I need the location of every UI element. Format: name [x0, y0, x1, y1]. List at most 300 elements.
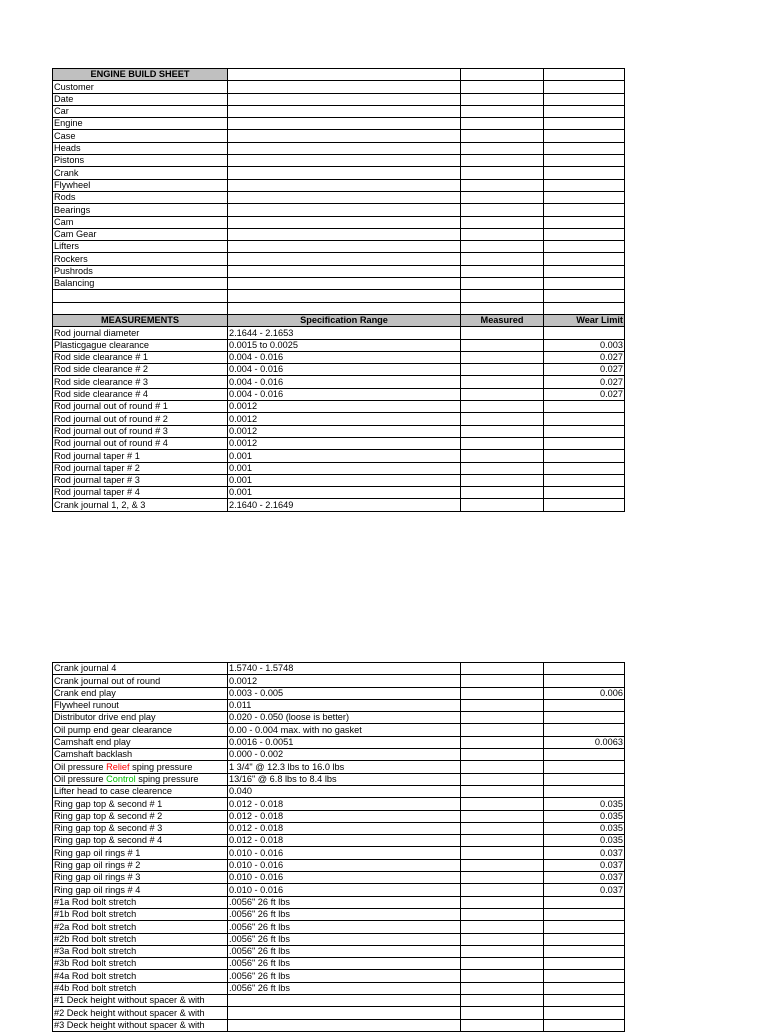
measured-cell[interactable] [461, 364, 544, 376]
measured-cell[interactable] [461, 1007, 544, 1019]
wear-limit-cell [544, 724, 625, 736]
wear-limit-cell [544, 487, 625, 499]
measurement-label: Rod journal taper # 1 [53, 450, 228, 462]
blank-cell[interactable] [228, 290, 461, 302]
build-field-label: Car [53, 105, 228, 117]
wear-limit-cell [544, 437, 625, 449]
blank-cell[interactable] [544, 302, 625, 314]
wear-limit-cell [544, 699, 625, 711]
spec-range-cell: 0.0012 [228, 675, 461, 687]
measurement-row [53, 908, 625, 920]
blank-cell[interactable] [461, 191, 544, 203]
measured-cell[interactable] [461, 847, 544, 859]
spec-range-cell: 0.001 [228, 487, 461, 499]
measured-cell[interactable] [461, 376, 544, 388]
measurement-row [53, 847, 625, 859]
spec-range-cell [228, 995, 461, 1007]
build-field-value[interactable] [228, 105, 461, 117]
blank-cell[interactable] [461, 118, 544, 130]
measurement-label: Oil pump end gear clearance [53, 724, 228, 736]
blank-cell[interactable] [544, 167, 625, 179]
build-field-label: Bearings [53, 204, 228, 216]
measurement-label: #3 Deck height without spacer & with [53, 1019, 228, 1031]
build-field-row [53, 265, 625, 277]
wear-limit-cell [544, 401, 625, 413]
measured-cell[interactable] [461, 798, 544, 810]
build-field-row [53, 167, 625, 179]
measurement-label: Rod journal out of round # 2 [53, 413, 228, 425]
spec-range-cell: 13/16" @ 6.8 lbs to 8.4 lbs [228, 773, 461, 785]
measurement-label: Ring gap top & second # 3 [53, 822, 228, 834]
build-field-value[interactable] [228, 93, 461, 105]
spec-range-header: Specification Range [228, 314, 461, 326]
measurement-row [53, 474, 625, 486]
blank-cell[interactable] [461, 290, 544, 302]
control-word: Control [106, 773, 136, 784]
measured-cell[interactable] [461, 749, 544, 761]
build-field-row [53, 253, 625, 265]
wear-limit-cell [544, 499, 625, 511]
wear-limit-cell [544, 896, 625, 908]
build-field-row [53, 191, 625, 203]
spec-range-cell: .0056" 26 ft lbs [228, 958, 461, 970]
measured-cell[interactable] [461, 450, 544, 462]
wear-limit-cell [544, 908, 625, 920]
blank-cell[interactable] [544, 191, 625, 203]
build-field-value[interactable] [228, 204, 461, 216]
blank-cell[interactable] [461, 93, 544, 105]
build-field-row [53, 142, 625, 154]
measurement-label: Rod side clearance # 2 [53, 364, 228, 376]
wear-limit-cell: 0.027 [544, 364, 625, 376]
wear-limit-cell [544, 785, 625, 797]
measured-cell[interactable] [461, 351, 544, 363]
measurement-row [53, 872, 625, 884]
spec-range-cell: 0.012 - 0.018 [228, 810, 461, 822]
spec-range-cell: 0.011 [228, 699, 461, 711]
build-field-label: Heads [53, 142, 228, 154]
measurement-row [53, 487, 625, 499]
measured-cell[interactable] [461, 773, 544, 785]
measured-cell[interactable] [461, 327, 544, 339]
blank-cell[interactable] [544, 228, 625, 240]
measurement-label: #1a Rod bolt stretch [53, 896, 228, 908]
measured-cell[interactable] [461, 487, 544, 499]
oil-pressure-row [53, 773, 625, 785]
measurement-label: Crank journal 1, 2, & 3 [53, 499, 228, 511]
spec-range-cell: 1 3/4" @ 12.3 lbs to 16.0 lbs [228, 761, 461, 773]
wear-limit-cell [544, 773, 625, 785]
build-field-value[interactable] [228, 142, 461, 154]
spec-range-cell: .0056" 26 ft lbs [228, 982, 461, 994]
spec-range-cell: 0.000 - 0.002 [228, 749, 461, 761]
blank-cell[interactable] [461, 179, 544, 191]
wear-limit-cell [544, 413, 625, 425]
measurement-row [53, 499, 625, 511]
blank-cell[interactable] [544, 278, 625, 290]
spec-range-cell: 0.012 - 0.018 [228, 835, 461, 847]
build-field-label: Lifters [53, 241, 228, 253]
build-field-value[interactable] [228, 241, 461, 253]
measured-cell[interactable] [461, 958, 544, 970]
blank-cell[interactable] [461, 130, 544, 142]
measured-cell[interactable] [461, 499, 544, 511]
measurement-label: #2b Rod bolt stretch [53, 933, 228, 945]
measured-cell[interactable] [461, 425, 544, 437]
oil-pressure-row [53, 761, 625, 773]
spec-range-cell: 0.004 - 0.016 [228, 388, 461, 400]
build-field-row [53, 278, 625, 290]
measurements-continued-table [52, 662, 625, 1032]
spec-range-cell: 0.001 [228, 462, 461, 474]
measurement-row [53, 699, 625, 711]
blank-cell[interactable] [544, 142, 625, 154]
measured-cell[interactable] [461, 437, 544, 449]
measurement-row [53, 859, 625, 871]
wear-limit-cell [544, 761, 625, 773]
measurement-row [53, 736, 625, 748]
spec-range-cell: 0.003 - 0.005 [228, 687, 461, 699]
measurement-label: Rod side clearance # 3 [53, 376, 228, 388]
measured-cell[interactable] [461, 663, 544, 675]
blank-cell[interactable] [461, 204, 544, 216]
wear-limit-cell: 0.037 [544, 847, 625, 859]
blank-cell[interactable] [461, 228, 544, 240]
wear-limit-cell: 0.027 [544, 376, 625, 388]
wear-limit-cell [544, 995, 625, 1007]
wear-limit-cell: 0.037 [544, 884, 625, 896]
spec-range-cell: 0.0012 [228, 413, 461, 425]
measured-cell[interactable] [461, 401, 544, 413]
measured-header: Measured [461, 314, 544, 326]
measurement-label: #2 Deck height without spacer & with [53, 1007, 228, 1019]
blank-cell[interactable] [544, 155, 625, 167]
measurement-label: #4b Rod bolt stretch [53, 982, 228, 994]
wear-limit-cell: 0.035 [544, 822, 625, 834]
spec-range-cell: 1.5740 - 1.5748 [228, 663, 461, 675]
measurement-row [53, 1007, 625, 1019]
measured-cell[interactable] [461, 687, 544, 699]
measurement-row [53, 958, 625, 970]
spec-range-cell: .0056" 26 ft lbs [228, 921, 461, 933]
measurement-label: Rod journal taper # 2 [53, 462, 228, 474]
spec-range-cell [228, 1007, 461, 1019]
build-field-label: Engine [53, 118, 228, 130]
build-field-label: Date [53, 93, 228, 105]
spec-range-cell: 0.020 - 0.050 (loose is better) [228, 712, 461, 724]
spec-range-cell: 0.0012 [228, 401, 461, 413]
blank-cell[interactable] [544, 130, 625, 142]
blank-cell[interactable] [544, 105, 625, 117]
build-field-value[interactable] [228, 265, 461, 277]
build-field-label: Rockers [53, 253, 228, 265]
blank-cell[interactable] [228, 302, 461, 314]
blank-cell[interactable] [544, 179, 625, 191]
measurements-header: MEASUREMENTS [53, 314, 228, 326]
measurement-row [53, 401, 625, 413]
wear-limit-cell: 0.027 [544, 388, 625, 400]
measured-cell[interactable] [461, 724, 544, 736]
spec-range-cell: 0.0012 [228, 425, 461, 437]
build-title: ENGINE BUILD SHEET [53, 69, 228, 81]
build-field-value[interactable] [228, 191, 461, 203]
spec-range-cell: 0.010 - 0.016 [228, 884, 461, 896]
measurement-row [53, 785, 625, 797]
measured-cell[interactable] [461, 761, 544, 773]
measured-cell[interactable] [461, 1019, 544, 1031]
measurement-label [53, 761, 228, 773]
measurement-label: Rod journal diameter [53, 327, 228, 339]
title-blank-cell[interactable] [544, 69, 625, 81]
build-field-label: Pistons [53, 155, 228, 167]
build-field-value[interactable] [228, 81, 461, 93]
engine-build-sheet-table [52, 68, 625, 512]
measurement-label: Crank journal 4 [53, 663, 228, 675]
measurement-row [53, 351, 625, 363]
measurement-label: #3a Rod bolt stretch [53, 945, 228, 957]
measured-cell[interactable] [461, 462, 544, 474]
measurement-label: Ring gap oil rings # 1 [53, 847, 228, 859]
blank-cell[interactable] [461, 155, 544, 167]
measured-cell[interactable] [461, 339, 544, 351]
wear-limit-cell [544, 462, 625, 474]
measured-cell[interactable] [461, 736, 544, 748]
wear-limit-cell: 0.003 [544, 339, 625, 351]
measured-cell[interactable] [461, 785, 544, 797]
build-title-row [53, 69, 625, 81]
measured-cell[interactable] [461, 859, 544, 871]
build-field-label: Cam [53, 216, 228, 228]
measurement-row [53, 663, 625, 675]
title-blank-cell[interactable] [228, 69, 461, 81]
blank-cell[interactable] [461, 253, 544, 265]
measured-cell[interactable] [461, 822, 544, 834]
spec-range-cell: 0.040 [228, 785, 461, 797]
spec-range-cell: .0056" 26 ft lbs [228, 896, 461, 908]
spec-range-cell: 0.010 - 0.016 [228, 847, 461, 859]
measured-cell[interactable] [461, 982, 544, 994]
build-field-label: Flywheel [53, 179, 228, 191]
measurement-label: #2a Rod bolt stretch [53, 921, 228, 933]
wear-limit-cell [544, 1019, 625, 1031]
wear-limit-cell [544, 958, 625, 970]
measurement-label: Ring gap top & second # 2 [53, 810, 228, 822]
build-field-value[interactable] [228, 253, 461, 265]
measurement-label: #4a Rod bolt stretch [53, 970, 228, 982]
label-text: Oil pressure [54, 761, 107, 772]
measured-cell[interactable] [461, 474, 544, 486]
measurement-label: Distributor drive end play [53, 712, 228, 724]
measurement-row [53, 425, 625, 437]
build-field-label: Rods [53, 191, 228, 203]
measured-cell[interactable] [461, 884, 544, 896]
blank-cell[interactable] [544, 290, 625, 302]
measured-cell[interactable] [461, 810, 544, 822]
blank-row [53, 290, 625, 302]
wear-limit-cell [544, 749, 625, 761]
blank-cell[interactable] [53, 302, 228, 314]
measurement-label: Rod side clearance # 1 [53, 351, 228, 363]
build-field-row [53, 179, 625, 191]
spec-range-cell: 0.001 [228, 450, 461, 462]
measurement-label: Rod journal out of round # 4 [53, 437, 228, 449]
build-field-label: Crank [53, 167, 228, 179]
measurement-row [53, 339, 625, 351]
measurement-row [53, 945, 625, 957]
blank-cell[interactable] [461, 81, 544, 93]
build-field-row [53, 228, 625, 240]
build-field-label: Case [53, 130, 228, 142]
blank-cell[interactable] [544, 93, 625, 105]
build-field-value[interactable] [228, 118, 461, 130]
measurement-label: #3b Rod bolt stretch [53, 958, 228, 970]
measured-cell[interactable] [461, 699, 544, 711]
build-field-row [53, 118, 625, 130]
measured-cell[interactable] [461, 413, 544, 425]
wear-limit-cell: 0.035 [544, 810, 625, 822]
spec-range-cell: 0.0015 to 0.0025 [228, 339, 461, 351]
spec-range-cell: 0.0016 - 0.0051 [228, 736, 461, 748]
spec-range-cell: 2.1640 - 2.1649 [228, 499, 461, 511]
measured-cell[interactable] [461, 945, 544, 957]
build-field-value[interactable] [228, 167, 461, 179]
measurement-label: Camshaft end play [53, 736, 228, 748]
build-field-value[interactable] [228, 155, 461, 167]
spec-range-cell: 0.004 - 0.016 [228, 364, 461, 376]
spec-range-cell: 0.010 - 0.016 [228, 872, 461, 884]
wear-limit-cell: 0.037 [544, 872, 625, 884]
measurement-label: Camshaft backlash [53, 749, 228, 761]
build-field-row [53, 105, 625, 117]
measured-cell[interactable] [461, 921, 544, 933]
blank-cell[interactable] [461, 302, 544, 314]
measured-cell[interactable] [461, 933, 544, 945]
wear-limit-cell [544, 663, 625, 675]
spec-range-cell: 0.0012 [228, 437, 461, 449]
spec-range-cell [228, 1019, 461, 1031]
build-field-value[interactable] [228, 130, 461, 142]
blank-cell[interactable] [544, 118, 625, 130]
blank-cell[interactable] [544, 216, 625, 228]
measurement-row [53, 1019, 625, 1031]
wear-limit-header: Wear Limit [544, 314, 625, 326]
measurement-label [53, 773, 228, 785]
measured-cell[interactable] [461, 970, 544, 982]
blank-cell[interactable] [53, 290, 228, 302]
measured-cell[interactable] [461, 675, 544, 687]
measured-cell[interactable] [461, 712, 544, 724]
spec-range-cell: .0056" 26 ft lbs [228, 945, 461, 957]
blank-cell[interactable] [544, 204, 625, 216]
measurement-label: Plasticgague clearance [53, 339, 228, 351]
measurement-label: Ring gap oil rings # 3 [53, 872, 228, 884]
blank-cell[interactable] [461, 216, 544, 228]
blank-cell[interactable] [461, 142, 544, 154]
blank-cell[interactable] [461, 278, 544, 290]
spec-range-cell: 0.012 - 0.018 [228, 798, 461, 810]
wear-limit-cell [544, 982, 625, 994]
measurement-row [53, 724, 625, 736]
measurement-label: Ring gap oil rings # 4 [53, 884, 228, 896]
spec-range-cell: .0056" 26 ft lbs [228, 908, 461, 920]
measurement-row [53, 835, 625, 847]
measurement-label: #1b Rod bolt stretch [53, 908, 228, 920]
wear-limit-cell [544, 327, 625, 339]
measurements-header-row [53, 314, 625, 326]
spec-range-cell: 0.001 [228, 474, 461, 486]
measurement-row [53, 822, 625, 834]
measurement-label: Rod journal taper # 3 [53, 474, 228, 486]
build-field-label: Cam Gear [53, 228, 228, 240]
measurement-label: Ring gap top & second # 4 [53, 835, 228, 847]
wear-limit-cell: 0.037 [544, 859, 625, 871]
build-field-value[interactable] [228, 228, 461, 240]
measurement-row [53, 327, 625, 339]
measured-cell[interactable] [461, 835, 544, 847]
title-blank-cell[interactable] [461, 69, 544, 81]
blank-cell[interactable] [544, 81, 625, 93]
measurement-row [53, 884, 625, 896]
measurement-row [53, 450, 625, 462]
build-field-value[interactable] [228, 278, 461, 290]
blank-cell[interactable] [461, 105, 544, 117]
measurement-row [53, 388, 625, 400]
spec-range-cell: 0.010 - 0.016 [228, 859, 461, 871]
blank-cell[interactable] [461, 241, 544, 253]
blank-cell[interactable] [544, 253, 625, 265]
measured-cell[interactable] [461, 896, 544, 908]
measurement-row [53, 712, 625, 724]
measurement-row [53, 687, 625, 699]
build-field-row [53, 241, 625, 253]
blank-cell[interactable] [461, 265, 544, 277]
wear-limit-cell [544, 712, 625, 724]
blank-cell[interactable] [544, 241, 625, 253]
measured-cell[interactable] [461, 872, 544, 884]
measurement-row [53, 896, 625, 908]
wear-limit-cell [544, 933, 625, 945]
blank-cell[interactable] [461, 167, 544, 179]
measurement-row [53, 982, 625, 994]
measurement-label: Ring gap oil rings # 2 [53, 859, 228, 871]
wear-limit-cell [544, 921, 625, 933]
measurement-row [53, 933, 625, 945]
measured-cell[interactable] [461, 995, 544, 1007]
measured-cell[interactable] [461, 388, 544, 400]
wear-limit-cell: 0.0063 [544, 736, 625, 748]
measured-cell[interactable] [461, 908, 544, 920]
wear-limit-cell: 0.027 [544, 351, 625, 363]
measurement-row [53, 675, 625, 687]
wear-limit-cell: 0.035 [544, 798, 625, 810]
wear-limit-cell [544, 425, 625, 437]
spec-range-cell: 2.1644 - 2.1653 [228, 327, 461, 339]
build-field-value[interactable] [228, 179, 461, 191]
label-text: Oil pressure [54, 773, 107, 784]
build-field-row [53, 204, 625, 216]
blank-cell[interactable] [544, 265, 625, 277]
wear-limit-cell: 0.006 [544, 687, 625, 699]
blank-row [53, 302, 625, 314]
build-field-label: Customer [53, 81, 228, 93]
measurement-row [53, 376, 625, 388]
wear-limit-cell [544, 1007, 625, 1019]
wear-limit-cell: 0.035 [544, 835, 625, 847]
measurement-label: Flywheel runout [53, 699, 228, 711]
build-field-row [53, 155, 625, 167]
measurement-row [53, 413, 625, 425]
build-field-value[interactable] [228, 216, 461, 228]
